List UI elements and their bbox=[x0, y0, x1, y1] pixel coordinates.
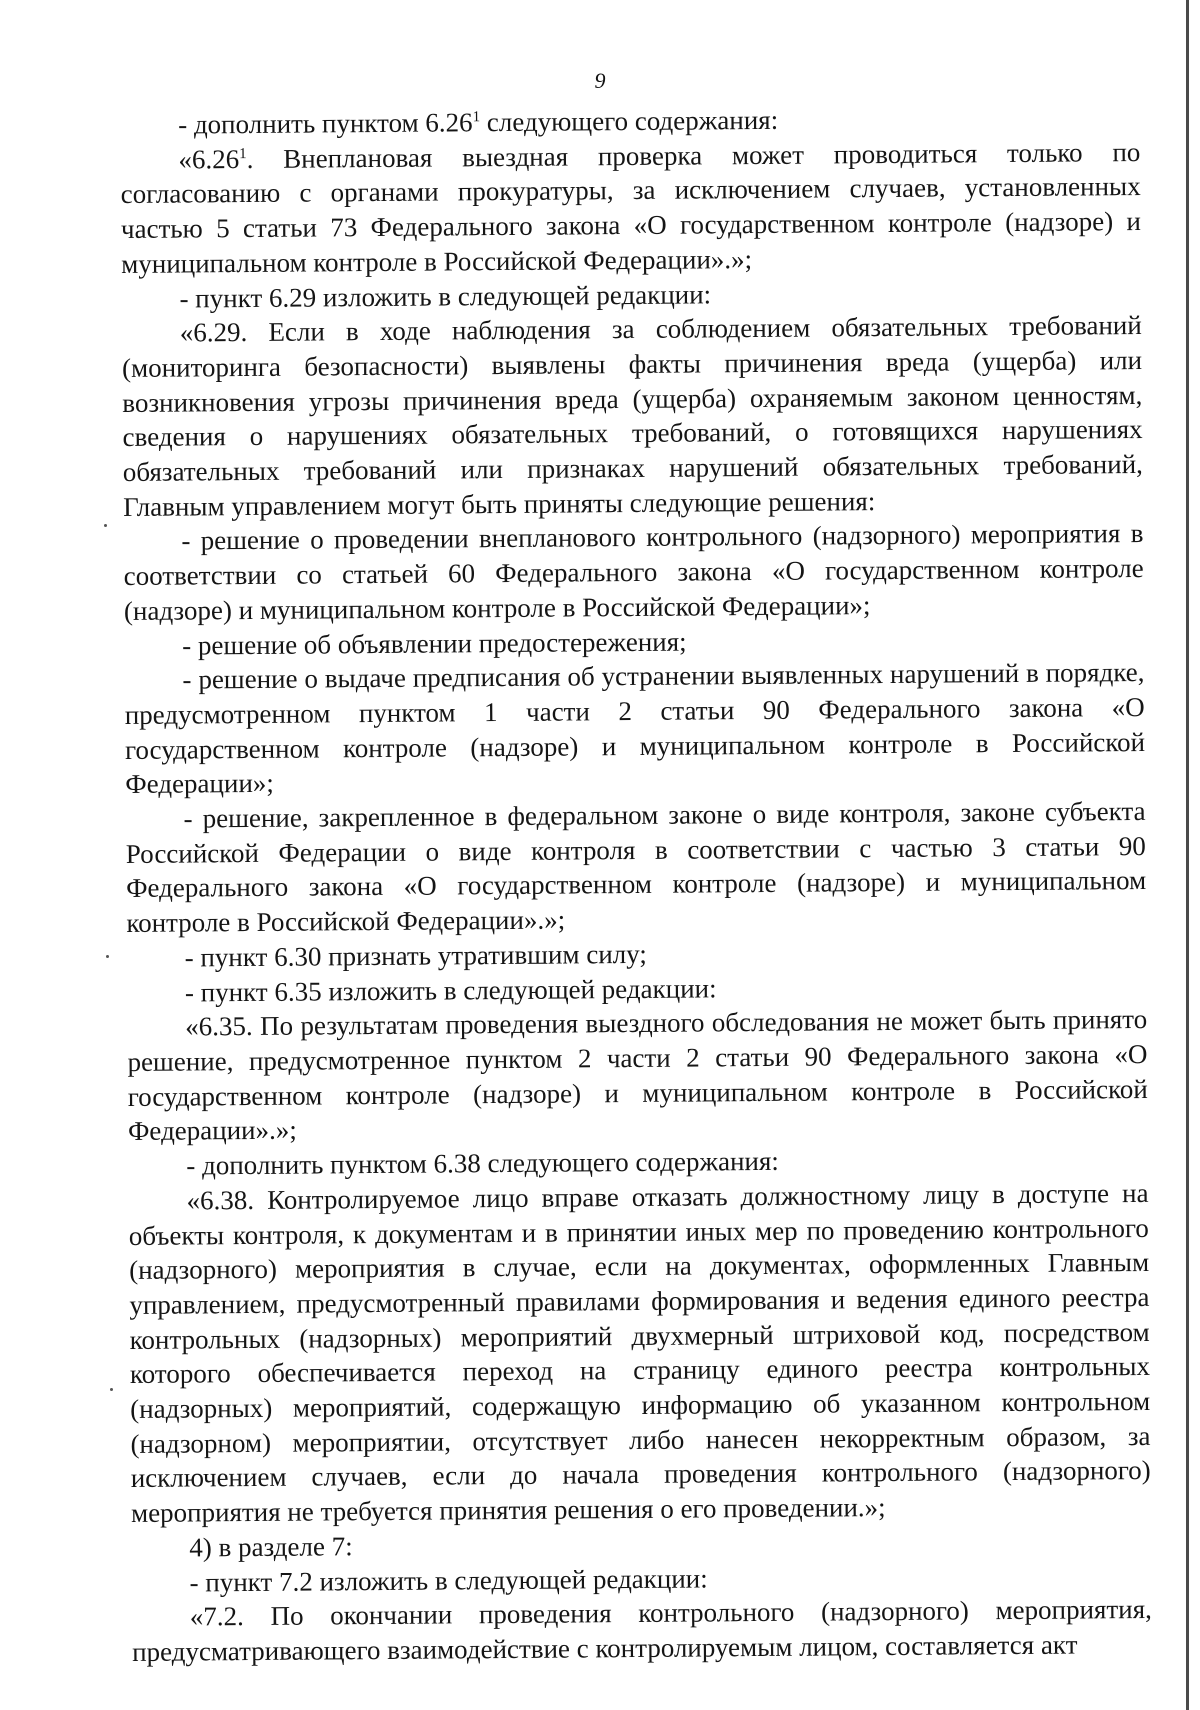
paragraph-6-29-text: «6.29. Если в ходе наблюдения за соблюдением обязательных требований (мониторинга безопасности) выявлены факты причинения вреда (ущерба) или возникновения угрозы причинения вреда (ущерба) охраняемым законом ценностям, сведения о нарушениях обязательных требований, о готовящихся нарушениях обязательных требований или признаках нарушений обязательных требований, Главным управлением могут быть приняты следующие решения: bbox=[121, 310, 1143, 522]
scan-speck bbox=[110, 1388, 113, 1391]
paragraph-add-6-26-1: - дополнить пунктом 6.26$^1$ следующего содержания: bbox=[178, 104, 779, 140]
paragraph-decision-warning: - решение об объявлении предостережения; bbox=[182, 626, 687, 661]
scan-speck bbox=[104, 524, 107, 527]
paragraph-6-30-repeal: - пункт 6.30 признать утратившим силу; bbox=[184, 938, 647, 973]
paragraph-section-7: 4) в разделе 7: bbox=[189, 1531, 353, 1563]
paragraph-decision-unscheduled: - решение о проведении внепланового контрольного (надзорного) мероприятия в соответствии со статьей 60 Федерального закона «О государственном контроле (надзоре) и муниципальном контроле в Российской Федерации»; bbox=[123, 518, 1144, 626]
paragraph-6-29-intro: - пункт 6.29 изложить в следующей редакции: bbox=[179, 278, 712, 314]
scan-speck bbox=[106, 955, 109, 958]
paragraph-7-2-text: «7.2. По окончании проведения контрольного (надзорного) мероприятия, предусматривающего взаимодействие с контролируемым лицом, составляется акт bbox=[132, 1594, 1152, 1667]
paragraph-add-6-38: - дополнить пунктом 6.38 следующего содержания: bbox=[186, 1145, 779, 1181]
document-body bbox=[120, 100, 1152, 1670]
paragraph-6-35-text: «6.35. По результатам проведения выездного обследования не может быть принято решение, предусмотренное пунктом 2 части 2 статьи 90 Федерального закона «О государственном контроле (надзоре) и муниципальном контроле в Российской Федерации».»; bbox=[127, 1004, 1148, 1147]
paragraph-7-2-intro: - пункт 7.2 изложить в следующей редакции: bbox=[189, 1562, 708, 1598]
paragraph-6-38-text: «6.38. Контролируемое лицо вправе отказать должностному лицу в доступе на объекты контроля, к документам и в принятии иных мер по проведению контрольного (надзорного) мероприятия в случае, если на документах, оформленных Главным управлением, предусмотренный правилами формирования и ведения единого реестра контрольных (надзорных) мероприятий двухмерный штриховой код, посредством которого обеспечивается переход на страницу единого реестра контрольных (надзорных) мероприятий, содержащую информацию об указанном контрольном (надзорном) мероприятии, отсутствует либо нанесен некорректным образом, за исключением случаев, если до начала проведения контрольного (надзорного) мероприятия не требуется принятия решения о его проведении.»; bbox=[128, 1177, 1151, 1529]
paragraph-6-26-1-text: «6.26$^1$. Внеплановая выездная проверка может проводиться только по согласованию с органами прокуратуры, за исключением случаев, установленных частью 5 статьи 73 Федерального закона «О государственном контроле (надзоре) и муниципальном контроле в Российской Федерации».»; bbox=[120, 136, 1142, 279]
paragraph-6-35-intro: - пункт 6.35 изложить в следующей редакции: bbox=[184, 972, 717, 1008]
paragraph-decision-order: - решение о выдаче предписания об устранении выявленных нарушений в порядке, предусмотренном пунктом 1 части 2 статьи 90 Федерального закона «О государственном контроле (надзоре) и муниципальном контроле в Российской Федерации»; bbox=[124, 657, 1146, 800]
paragraph-decision-federal-law: - решение, закрепленное в федеральном законе о виде контроля, законе субъекта Российской Федерации о виде контроля в соответствии с частью 3 статьи 90 Федерального закона «О государственном контроле (надзоре) и муниципальном контроле в Российской Федерации».»; bbox=[125, 796, 1147, 939]
page-number: 9 bbox=[594, 68, 606, 93]
scan-edge-line bbox=[1186, 0, 1189, 1710]
